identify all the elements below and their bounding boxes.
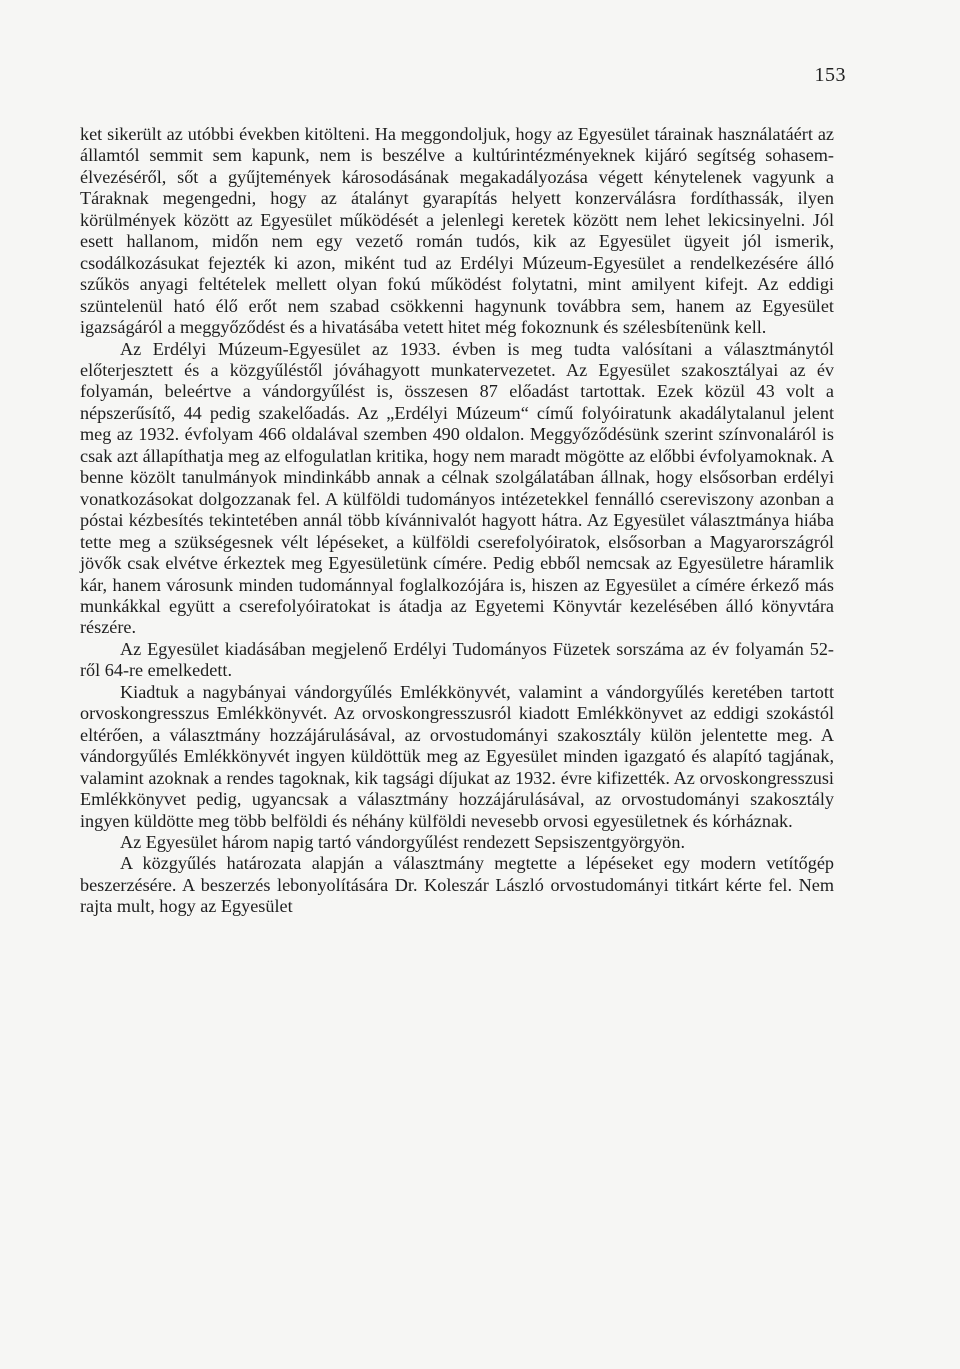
paragraph-2: Az Erdélyi Múzeum-Egyesület az 1933. évben is meg tudta valósítani a választmánytól előterjesztett és a közgyűléstől jóváhagyott munkatervezetet. Az Egyesület szakosztályai az év folyamán, beleértve a vándorgyűlést is, összesen 87 előadást tartottak. Ezek közül 43 volt a népszerűsítő, 44 pedig szakelőadás. Az „Erdélyi Múzeum“ című folyóiratunk akadálytalanul jelent meg az 1932. évfolyam 466 oldalával szemben 490 oldalon. Meggyőződésünk szerint színvonaláról is csak azt állapíthatja meg az elfogulatlan kritika, hogy nem maradt mögötte az előbbi évfolyamoknak. A benne közölt tanulmányok mindinkább annak a célnak szolgálatában állnak, hogy elsősorban erdélyi vonatkozásokat dolgozzanak fel. A külföldi tudományos intézetekkel fennálló csereviszony azonban a póstai kézbesítés tekintetében annál több kívánnivalót hagyott hátra. Az Egyesület választmánya hiába tette meg a szükségesnek vélt lépéseket, a külföldi cserefolyóiratok, elsősorban a Magyarországról jövők csak elvétve érkeztek meg Egyesületünk címére. Pedig ebből nemcsak az Egyesületre háramlik kár, hanem városunk minden tudománnyal foglalkozójára is, hiszen az Egyesület a címére érkező más munkákkal együtt a cserefolyóiratokat is átadja az Egyetemi Könyvtár kezelésében álló könyvtára részére. xyxy=(80,338,834,638)
body-text xyxy=(80,124,834,918)
paragraph-4: Kiadtuk a nagybányai vándorgyűlés Emlékkönyvét, valamint a vándorgyűlés keretében tartott orvoskongresszus Emlékkönyvét. Az orvoskongresszusról kiadott Emlékkönyvet az eddigi szokástól eltérően, a választmány hozzájárulásával, az orvostudományi szakosztály külön jelentette meg. A vándorgyűlés Emlékkönyvét ingyen küldöttük meg az Egyesület minden igazgató és alapító tagjának, valamint azoknak a rendes tagoknak, kik tagsági díjukat az 1932. évre kifizették. Az orvoskongresszusi Emlékkönyvet pedig, ugyancsak a választmány hozzájárulásával, az orvostudományi szakosztály ingyen küldötte meg több belföldi és néhány külföldi nevesebb orvosi egyesületnek és kórháznak. xyxy=(80,681,834,831)
paragraph-1: ket sikerült az utóbbi években kitölteni. Ha meggondoljuk, hogy az Egyesület tárainak használatáért az államtól semmit sem kapunk, nem is beszélve a kultúrintézményeknek kijáró segítség sohasem-élvezéséről, sőt a gyűjtemények károsodásának megakadályozása végett kénytelenek vagyunk a Táraknak megengedni, hogy az átalányt gyarapítás helyett konzerválásra fordíthassák, ilyen körülmények között az Egyesület működését a jelenlegi keretek között nem lehet lekicsinyelni. Jól esett hallanom, midőn nem egy vezető román tudós, kik az Egyesület ügyeit jól ismerik, csodálkozásukat fejezték ki azon, miként tud az Erdélyi Múzeum-Egyesület a rendelkezésére álló szűkös anyagi feltételek mellett olyan fokú működést folytatni, mint amilyent kifejt. Az eddigi szüntelenül ható élő erőt nem szabad csökkenni hagynunk továbbra sem, hanem az Egyesület igazságáról a meggyőződést és a hivatásába vetett hitet még fokoznunk és szélesbítenünk kell. xyxy=(80,124,834,338)
paragraph-5: Az Egyesület három napig tartó vándorgyűlést rendezett Sepsiszentgyörgyön. xyxy=(120,831,686,852)
page-number: 153 xyxy=(814,64,846,86)
paragraph-3: Az Egyesület kiadásában megjelenő Erdélyi Tudományos Füzetek sorszáma az év folyamán 52-ről 64-re emelkedett. xyxy=(80,638,834,681)
paragraph-6: A közgyűlés határozata alapján a választmány megtette a lépéseket egy modern vetítőgép beszerzésére. A beszerzés lebonyolítására Dr. Koleszár László orvostudományi titkárt kérte fel. Nem rajta mult, hogy az Egyesület xyxy=(80,853,834,917)
